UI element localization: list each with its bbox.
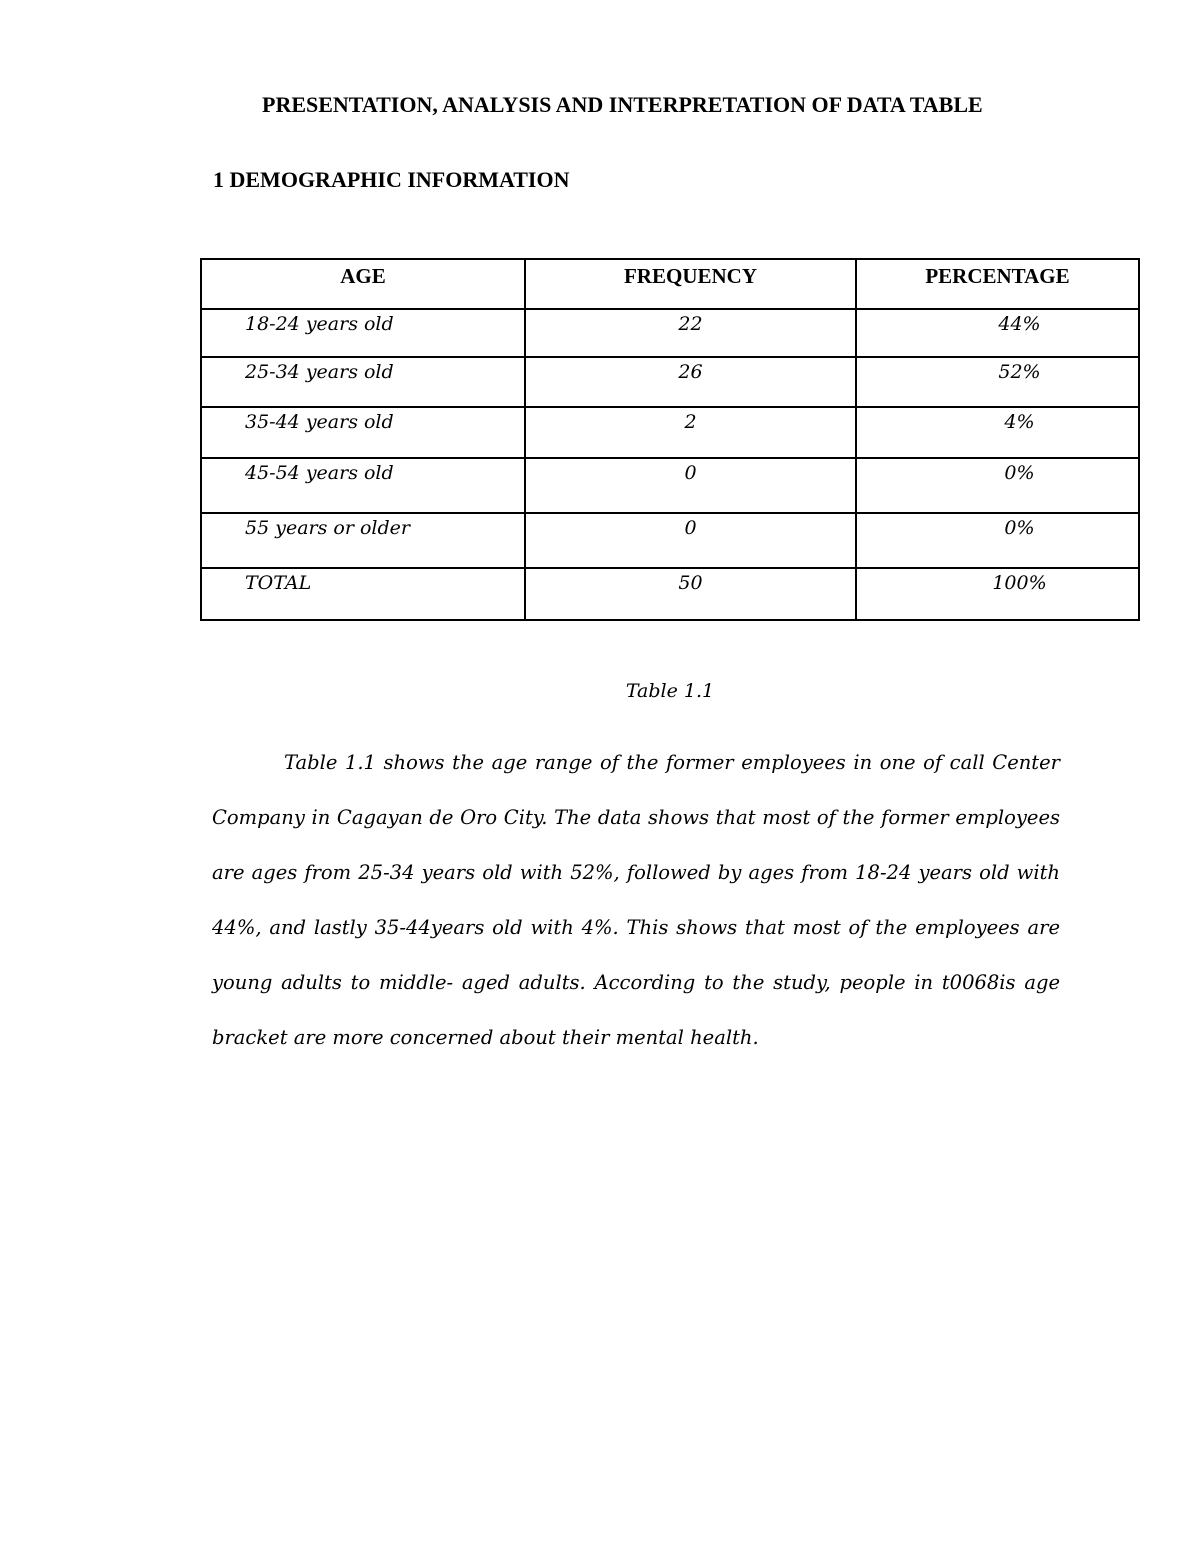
header-frequency: FREQUENCY [525,259,856,309]
table-header-row [201,259,1139,309]
percentage-cell: 52% [856,357,1139,407]
table-row-total [201,568,1139,620]
header-percentage: PERCENTAGE [856,259,1139,309]
interpretation-paragraph: Table 1.1 shows the age range of the former employees in one of call Center Company in Cagayan de Oro City. The data shows that most of the former employees are ages from 25-34 years old with 52%, followed by ages from 18-24 years old with 44%, and lastly 35-44years old with 4%. This shows that most of the employees are young adults to middle- aged adults. According to the study, people in t0068is age bracket are more concerned about their mental health. [212,751,1060,1049]
age-cell: 25-34 years old [201,357,525,407]
frequency-cell: 0 [525,458,856,513]
age-cell: 35-44 years old [201,407,525,458]
table-row [201,458,1139,513]
frequency-cell: 22 [525,309,856,357]
frequency-cell: 26 [525,357,856,407]
percentage-cell: 0% [856,513,1139,568]
age-cell: 45-54 years old [201,458,525,513]
percentage-cell: 100% [856,568,1139,620]
frequency-cell: 2 [525,407,856,458]
frequency-cell: 0 [525,513,856,568]
table-row [201,513,1139,568]
age-cell: 18-24 years old [201,309,525,357]
percentage-cell: 0% [856,458,1139,513]
age-cell: TOTAL [201,568,525,620]
percentage-cell: 4% [856,407,1139,458]
frequency-cell: 50 [525,568,856,620]
header-age: AGE [201,259,525,309]
table-caption: Table 1.1 [625,680,715,702]
table-row [201,309,1139,357]
age-cell: 55 years or older [201,513,525,568]
table-row [201,357,1139,407]
demographic-table [200,258,1140,621]
page-title: PRESENTATION, ANALYSIS AND INTERPRETATION OF DATA TABLE [262,92,983,117]
percentage-cell: 44% [856,309,1139,357]
table-row [201,407,1139,458]
section-heading: 1 DEMOGRAPHIC INFORMATION [213,167,570,192]
